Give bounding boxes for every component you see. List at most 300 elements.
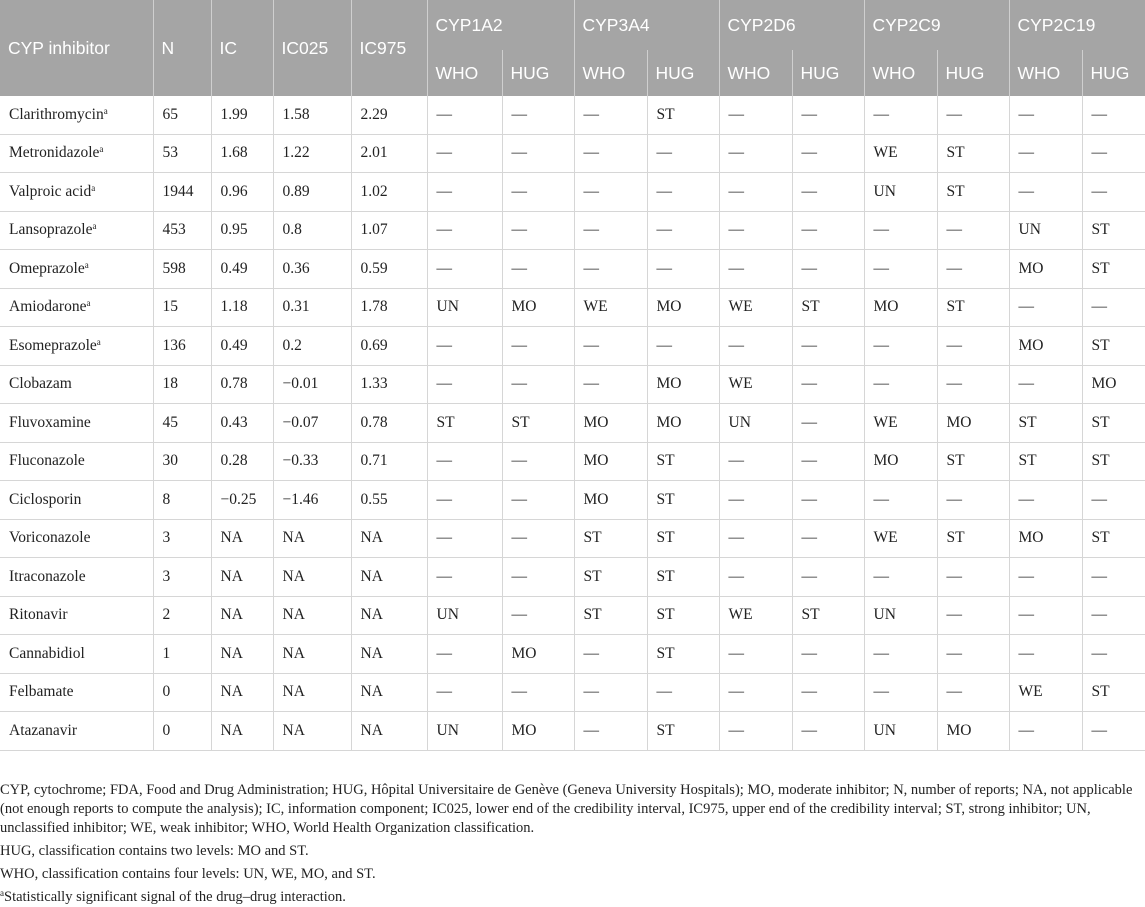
- cell-ic: 0.49: [211, 327, 273, 366]
- cell-ic025: 0.89: [273, 173, 351, 212]
- cell-ic: 0.43: [211, 404, 273, 443]
- cell-classification: —: [502, 481, 574, 520]
- cell-classification: MO: [574, 442, 647, 481]
- cell-classification: ST: [1082, 673, 1145, 712]
- cell-classification: MO: [864, 288, 937, 327]
- cell-classification: —: [1009, 481, 1082, 520]
- cell-classification: —: [864, 250, 937, 289]
- cell-classification: —: [719, 673, 792, 712]
- subheader-hug: HUG: [937, 50, 1009, 96]
- cell-classification: —: [937, 596, 1009, 635]
- cell-classification: —: [1082, 96, 1145, 134]
- cell-ic025: 0.36: [273, 250, 351, 289]
- header-group-cyp2d6: CYP2D6: [719, 0, 864, 50]
- significance-marker: a: [91, 182, 96, 193]
- cell-classification: —: [864, 481, 937, 520]
- header-group-cyp3a4: CYP3A4: [574, 0, 719, 50]
- cell-classification: MO: [574, 481, 647, 520]
- cell-classification: ST: [427, 404, 502, 443]
- cell-classification: —: [1009, 288, 1082, 327]
- table-row: [0, 173, 1145, 212]
- cell-classification: MO: [1009, 519, 1082, 558]
- cell-classification: —: [792, 134, 864, 173]
- cell-classification: MO: [647, 404, 719, 443]
- cell-classification: UN: [427, 596, 502, 635]
- cell-classification: —: [1009, 173, 1082, 212]
- cell-classification: UN: [1009, 211, 1082, 250]
- cell-inhibitor-name: [0, 596, 153, 635]
- cell-classification: —: [719, 173, 792, 212]
- cell-classification: MO: [502, 288, 574, 327]
- cell-classification: —: [719, 96, 792, 134]
- cell-classification: —: [427, 327, 502, 366]
- cell-ic025: −0.07: [273, 404, 351, 443]
- table-row: [0, 596, 1145, 635]
- cell-classification: ST: [1082, 519, 1145, 558]
- cell-classification: —: [1009, 596, 1082, 635]
- cell-classification: —: [502, 558, 574, 597]
- header-group-cyp2c19: CYP2C19: [1009, 0, 1145, 50]
- subheader-hug: HUG: [502, 50, 574, 96]
- inhibitor-name: Felbamate: [9, 683, 74, 701]
- cell-classification: —: [1009, 134, 1082, 173]
- cell-classification: ST: [937, 519, 1009, 558]
- table-body: [0, 96, 1145, 750]
- cell-ic: NA: [211, 596, 273, 635]
- cell-classification: —: [502, 596, 574, 635]
- cell-ic975: 0.78: [351, 404, 427, 443]
- cell-classification: —: [574, 673, 647, 712]
- cell-ic: 1.99: [211, 96, 273, 134]
- cell-ic025: NA: [273, 635, 351, 674]
- cell-classification: ST: [647, 442, 719, 481]
- cell-classification: —: [864, 96, 937, 134]
- cell-classification: —: [719, 558, 792, 597]
- cell-ic: −0.25: [211, 481, 273, 520]
- significance-marker: a: [103, 105, 108, 116]
- cell-classification: —: [574, 96, 647, 134]
- cell-classification: ST: [937, 442, 1009, 481]
- cell-n: 65: [153, 96, 211, 134]
- cell-classification: ST: [1082, 250, 1145, 289]
- inhibitor-name: Amiodarone: [9, 298, 87, 316]
- cell-classification: —: [719, 250, 792, 289]
- significance-marker: a: [84, 259, 89, 270]
- cell-classification: —: [1082, 596, 1145, 635]
- cell-classification: —: [1082, 481, 1145, 520]
- cell-classification: ST: [1082, 442, 1145, 481]
- cell-classification: —: [719, 211, 792, 250]
- cell-classification: ST: [647, 481, 719, 520]
- cell-classification: —: [427, 96, 502, 134]
- cell-classification: —: [574, 327, 647, 366]
- cell-classification: —: [427, 481, 502, 520]
- cell-n: 3: [153, 558, 211, 597]
- table-row: [0, 404, 1145, 443]
- cell-classification: —: [719, 712, 792, 751]
- significance-marker: a: [92, 221, 97, 232]
- subheader-hug: HUG: [792, 50, 864, 96]
- cell-n: 45: [153, 404, 211, 443]
- cell-ic975: NA: [351, 596, 427, 635]
- cell-classification: —: [427, 365, 502, 404]
- cell-classification: —: [427, 211, 502, 250]
- cell-ic: 0.95: [211, 211, 273, 250]
- table-row: [0, 712, 1145, 751]
- cell-classification: UN: [864, 596, 937, 635]
- inhibitor-name: Fluvoxamine: [9, 413, 91, 431]
- cell-n: 598: [153, 250, 211, 289]
- cell-classification: —: [647, 250, 719, 289]
- cell-classification: MO: [937, 404, 1009, 443]
- cell-ic025: NA: [273, 673, 351, 712]
- header-group-cyp1a2: CYP1A2: [427, 0, 574, 50]
- cell-classification: MO: [1009, 327, 1082, 366]
- cell-inhibitor-name: [0, 404, 153, 443]
- cell-n: 0: [153, 712, 211, 751]
- cell-classification: ST: [937, 288, 1009, 327]
- cell-classification: —: [1009, 365, 1082, 404]
- cell-ic025: −1.46: [273, 481, 351, 520]
- cell-classification: —: [792, 404, 864, 443]
- cell-classification: —: [719, 519, 792, 558]
- cell-classification: MO: [647, 365, 719, 404]
- cell-classification: —: [574, 712, 647, 751]
- cell-classification: —: [574, 250, 647, 289]
- header-cyp-inhibitor: CYP inhibitor: [0, 0, 153, 96]
- subheader-who: WHO: [864, 50, 937, 96]
- cell-classification: ST: [792, 596, 864, 635]
- cell-classification: —: [647, 211, 719, 250]
- cell-classification: —: [502, 134, 574, 173]
- cell-classification: —: [792, 211, 864, 250]
- cell-n: 30: [153, 442, 211, 481]
- cell-inhibitor-name: [0, 481, 153, 520]
- inhibitor-name: Metronidazole: [9, 144, 100, 162]
- cell-inhibitor-name: [0, 673, 153, 712]
- cell-n: 136: [153, 327, 211, 366]
- cell-classification: UN: [719, 404, 792, 443]
- cell-classification: —: [502, 250, 574, 289]
- cell-classification: —: [1082, 558, 1145, 597]
- cell-ic: NA: [211, 712, 273, 751]
- cell-classification: —: [574, 211, 647, 250]
- cell-n: 3: [153, 519, 211, 558]
- cell-classification: UN: [427, 712, 502, 751]
- cell-classification: —: [937, 558, 1009, 597]
- cell-classification: —: [574, 635, 647, 674]
- subheader-who: WHO: [427, 50, 502, 96]
- cell-ic025: NA: [273, 712, 351, 751]
- cell-classification: WE: [574, 288, 647, 327]
- cell-classification: MO: [1082, 365, 1145, 404]
- cell-classification: MO: [502, 712, 574, 751]
- cell-classification: MO: [1009, 250, 1082, 289]
- cell-ic025: 0.2: [273, 327, 351, 366]
- cell-inhibitor-name: [0, 211, 153, 250]
- cell-ic975: NA: [351, 635, 427, 674]
- cell-classification: ST: [574, 558, 647, 597]
- cell-classification: —: [502, 173, 574, 212]
- cell-inhibitor-name: [0, 442, 153, 481]
- cell-ic025: 0.8: [273, 211, 351, 250]
- cell-classification: ST: [937, 134, 1009, 173]
- cell-ic025: 0.31: [273, 288, 351, 327]
- cell-classification: —: [864, 635, 937, 674]
- significance-marker: a: [96, 336, 101, 347]
- subheader-hug: HUG: [1082, 50, 1145, 96]
- cell-classification: ST: [1082, 211, 1145, 250]
- cell-classification: —: [647, 173, 719, 212]
- cell-inhibitor-name: [0, 288, 153, 327]
- cell-classification: —: [792, 365, 864, 404]
- cell-ic: 0.28: [211, 442, 273, 481]
- cell-classification: —: [864, 211, 937, 250]
- cell-ic: 1.68: [211, 134, 273, 173]
- cell-classification: ST: [574, 519, 647, 558]
- cell-classification: ST: [1009, 404, 1082, 443]
- cell-classification: —: [719, 327, 792, 366]
- table-footnotes: [0, 781, 1140, 907]
- cell-ic975: 0.55: [351, 481, 427, 520]
- cell-ic: 0.96: [211, 173, 273, 212]
- cell-classification: —: [427, 519, 502, 558]
- cell-classification: —: [792, 558, 864, 597]
- cell-ic: 0.78: [211, 365, 273, 404]
- footnote-significance-text: Statistically significant signal of the drug–drug interaction.: [4, 889, 346, 905]
- header-n: N: [153, 0, 211, 96]
- cell-classification: WE: [864, 519, 937, 558]
- cell-ic025: −0.01: [273, 365, 351, 404]
- cell-classification: ST: [647, 96, 719, 134]
- inhibitor-name: Voriconazole: [9, 529, 91, 547]
- cell-classification: MO: [574, 404, 647, 443]
- cell-ic: NA: [211, 673, 273, 712]
- cell-classification: ST: [647, 519, 719, 558]
- cell-classification: —: [792, 96, 864, 134]
- cell-classification: WE: [719, 365, 792, 404]
- cell-inhibitor-name: [0, 134, 153, 173]
- cell-inhibitor-name: [0, 173, 153, 212]
- cell-classification: —: [1082, 288, 1145, 327]
- table-row: [0, 96, 1145, 134]
- cell-inhibitor-name: [0, 635, 153, 674]
- cell-inhibitor-name: [0, 558, 153, 597]
- cell-classification: —: [719, 481, 792, 520]
- cell-classification: ST: [574, 596, 647, 635]
- cell-classification: ST: [647, 635, 719, 674]
- cell-ic975: NA: [351, 712, 427, 751]
- inhibitor-name: Clobazam: [9, 375, 72, 393]
- cell-n: 2: [153, 596, 211, 635]
- cell-classification: ST: [1082, 327, 1145, 366]
- cell-classification: —: [574, 134, 647, 173]
- cell-classification: —: [502, 673, 574, 712]
- cell-classification: —: [427, 134, 502, 173]
- header-ic: IC: [211, 0, 273, 96]
- subheader-hug: HUG: [647, 50, 719, 96]
- cell-inhibitor-name: [0, 96, 153, 134]
- table-row: [0, 288, 1145, 327]
- cell-classification: —: [719, 134, 792, 173]
- cell-ic025: 1.22: [273, 134, 351, 173]
- cell-classification: —: [792, 712, 864, 751]
- cell-ic975: NA: [351, 519, 427, 558]
- cell-classification: —: [1082, 712, 1145, 751]
- cell-classification: ST: [647, 712, 719, 751]
- cell-classification: —: [864, 327, 937, 366]
- cell-classification: —: [1009, 96, 1082, 134]
- cell-classification: MO: [647, 288, 719, 327]
- cell-classification: —: [792, 250, 864, 289]
- cell-classification: —: [502, 327, 574, 366]
- table-row: [0, 365, 1145, 404]
- inhibitor-name: Valproic acid: [9, 182, 92, 200]
- subheader-who: WHO: [719, 50, 792, 96]
- cell-classification: —: [937, 365, 1009, 404]
- cell-classification: —: [1009, 712, 1082, 751]
- cell-classification: ST: [647, 558, 719, 597]
- cell-classification: MO: [937, 712, 1009, 751]
- cell-ic975: 0.59: [351, 250, 427, 289]
- cell-classification: WE: [1009, 673, 1082, 712]
- cell-ic: 0.49: [211, 250, 273, 289]
- cell-classification: —: [502, 365, 574, 404]
- cell-classification: —: [864, 558, 937, 597]
- cell-classification: —: [792, 481, 864, 520]
- table-row: [0, 211, 1145, 250]
- significance-marker: a: [0, 888, 4, 898]
- cell-classification: —: [427, 442, 502, 481]
- cell-classification: —: [937, 96, 1009, 134]
- cell-classification: —: [427, 673, 502, 712]
- cell-inhibitor-name: [0, 327, 153, 366]
- inhibitor-name: Ciclosporin: [9, 490, 82, 508]
- footnote-significance: [0, 888, 1140, 907]
- table-row: [0, 442, 1145, 481]
- cell-classification: —: [574, 365, 647, 404]
- cell-classification: ST: [502, 404, 574, 443]
- cell-classification: —: [502, 442, 574, 481]
- cell-classification: WE: [719, 596, 792, 635]
- cell-ic975: NA: [351, 558, 427, 597]
- cell-classification: —: [502, 211, 574, 250]
- table-row: [0, 481, 1145, 520]
- cell-classification: WE: [864, 134, 937, 173]
- cell-classification: ST: [1009, 442, 1082, 481]
- table-row: [0, 327, 1145, 366]
- cell-ic025: NA: [273, 558, 351, 597]
- cell-ic975: NA: [351, 673, 427, 712]
- cell-ic975: 0.69: [351, 327, 427, 366]
- inhibitor-name: Fluconazole: [9, 452, 85, 470]
- cell-classification: —: [1082, 635, 1145, 674]
- cell-classification: —: [937, 673, 1009, 712]
- cell-classification: —: [647, 327, 719, 366]
- cell-ic025: NA: [273, 519, 351, 558]
- table-row: [0, 519, 1145, 558]
- cell-classification: WE: [719, 288, 792, 327]
- inhibitor-name: Clarithromycin: [9, 105, 104, 123]
- table-row: [0, 635, 1145, 674]
- table-row: [0, 673, 1145, 712]
- cell-ic025: −0.33: [273, 442, 351, 481]
- cell-n: 0: [153, 673, 211, 712]
- subheader-who: WHO: [574, 50, 647, 96]
- inhibitor-name: Atazanavir: [9, 721, 77, 739]
- footnote-abbreviations: CYP, cytochrome; FDA, Food and Drug Administration; HUG, Hôpital Universitaire de Genève (Geneva University Hospitals); MO, moderate inhibitor; N, number of reports; NA, not applicable (not enough reports to compute the analysis); IC, information component; IC025, lower end of the credibility interval, IC975, upper end of the credibility interval; ST, strong inhibitor; UN, unclassified inhibitor; WE, weak inhibitor; WHO, World Health Organization classification.: [0, 782, 1133, 836]
- cell-classification: —: [502, 96, 574, 134]
- cell-n: 18: [153, 365, 211, 404]
- cell-ic975: 1.33: [351, 365, 427, 404]
- cell-classification: UN: [427, 288, 502, 327]
- cell-inhibitor-name: [0, 519, 153, 558]
- header-group-cyp2c9: CYP2C9: [864, 0, 1009, 50]
- cell-ic975: 1.78: [351, 288, 427, 327]
- cell-ic: 1.18: [211, 288, 273, 327]
- table-row: [0, 250, 1145, 289]
- significance-marker: a: [86, 298, 91, 309]
- inhibitor-name: Cannabidiol: [9, 644, 85, 662]
- cell-ic975: 1.02: [351, 173, 427, 212]
- cell-classification: —: [427, 250, 502, 289]
- cell-classification: ST: [1082, 404, 1145, 443]
- cell-classification: MO: [502, 635, 574, 674]
- header-ic975: IC975: [351, 0, 427, 96]
- cell-classification: —: [937, 211, 1009, 250]
- cell-classification: —: [574, 173, 647, 212]
- table-header: [0, 0, 1145, 96]
- cell-classification: UN: [864, 173, 937, 212]
- cell-classification: —: [502, 519, 574, 558]
- cell-classification: —: [427, 558, 502, 597]
- cell-ic025: 1.58: [273, 96, 351, 134]
- cell-classification: —: [719, 442, 792, 481]
- cell-n: 1944: [153, 173, 211, 212]
- cell-classification: ST: [937, 173, 1009, 212]
- inhibitor-name: Ritonavir: [9, 606, 68, 624]
- cell-classification: —: [1082, 134, 1145, 173]
- cell-n: 8: [153, 481, 211, 520]
- cell-n: 453: [153, 211, 211, 250]
- cell-ic975: 2.29: [351, 96, 427, 134]
- inhibitor-name: Itraconazole: [9, 567, 86, 585]
- cell-classification: —: [864, 673, 937, 712]
- cell-classification: —: [864, 365, 937, 404]
- cell-classification: —: [937, 635, 1009, 674]
- cell-ic975: 1.07: [351, 211, 427, 250]
- cell-classification: —: [937, 481, 1009, 520]
- cell-classification: —: [792, 673, 864, 712]
- cell-ic975: 0.71: [351, 442, 427, 481]
- cell-ic: NA: [211, 558, 273, 597]
- cell-ic975: 2.01: [351, 134, 427, 173]
- cell-classification: —: [647, 134, 719, 173]
- significance-marker: a: [99, 144, 104, 155]
- cell-inhibitor-name: [0, 250, 153, 289]
- footnote-hug: HUG, classification contains two levels: MO and ST.: [0, 843, 309, 859]
- cell-classification: ST: [647, 596, 719, 635]
- cell-n: 53: [153, 134, 211, 173]
- inhibitor-name: Omeprazole: [9, 259, 85, 277]
- cell-ic025: NA: [273, 596, 351, 635]
- cell-classification: —: [792, 442, 864, 481]
- cell-classification: —: [647, 673, 719, 712]
- cell-classification: UN: [864, 712, 937, 751]
- cell-classification: —: [792, 635, 864, 674]
- cell-classification: ST: [792, 288, 864, 327]
- cell-classification: —: [1009, 635, 1082, 674]
